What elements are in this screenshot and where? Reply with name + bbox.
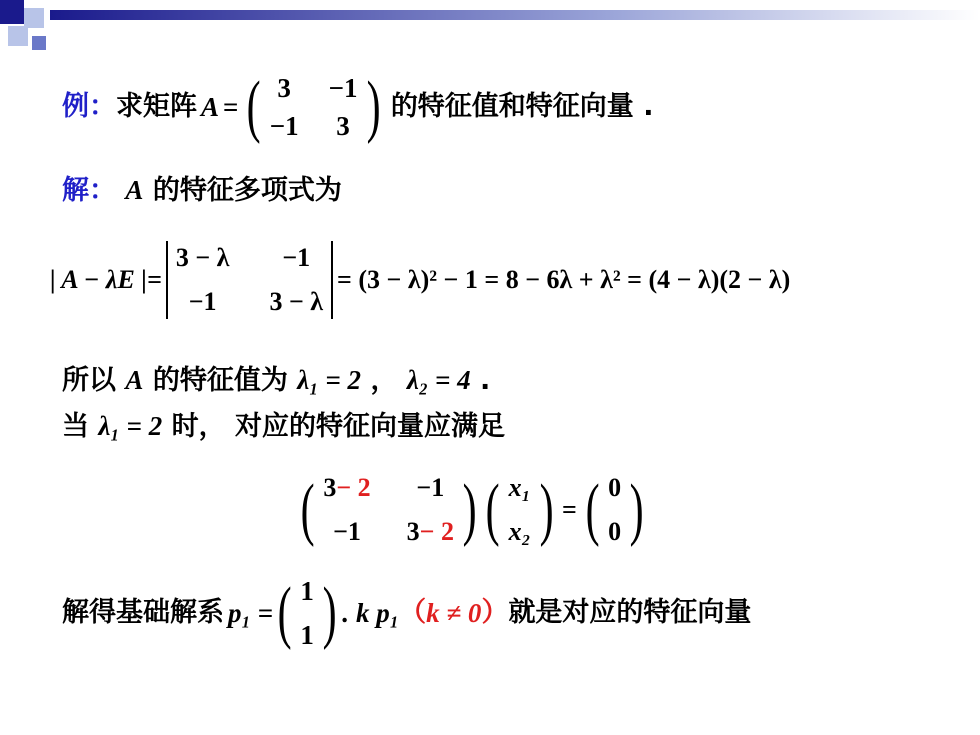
basis-text-1: 解得基础解系 — [62, 597, 224, 628]
separator: ， — [370, 365, 398, 396]
matrix-cell: −1 — [333, 517, 361, 546]
eigenvalues-line — [62, 362, 490, 399]
corner-square-1 — [0, 0, 24, 24]
period: . — [341, 598, 348, 628]
example-label: 例： — [62, 91, 116, 122]
det-cell: −1 — [188, 287, 217, 316]
var-A: A — [201, 92, 220, 122]
corner-square-2 — [24, 8, 44, 28]
right-paren: ) — [322, 574, 337, 651]
lambda-1: λ₁ = 2 — [297, 365, 362, 395]
p1-label: p₁ = — [228, 598, 274, 628]
corner-square-3 — [8, 26, 28, 46]
char-poly-rhs: = (3 − λ)² − 1 = 8 − 6λ + λ² = (4 − λ)(2 − λ) — [337, 265, 791, 294]
determinant — [162, 237, 337, 323]
right-paren: ) — [366, 68, 381, 145]
paren-open: （ — [399, 597, 427, 628]
right-paren: ) — [539, 471, 554, 548]
vector-cell: x₁ — [508, 473, 531, 502]
left-paren: ( — [485, 471, 500, 548]
period: . — [480, 365, 491, 396]
char-poly-lhs: | A − λE |= — [50, 265, 162, 294]
right-paren: ) — [462, 471, 477, 548]
matrix-cell: 3 — [336, 111, 350, 141]
det-bar-right — [331, 241, 333, 319]
matrix-cell: −1 — [416, 473, 445, 502]
example-text-1: 求矩阵 — [116, 91, 197, 122]
equals-sign: = — [561, 495, 577, 524]
solution-label: 解： — [62, 175, 116, 206]
paren-close: ） — [481, 597, 509, 628]
k-p1: k p₁ — [355, 598, 400, 628]
right-paren: ) — [629, 471, 644, 548]
coefficient-matrix — [296, 470, 481, 550]
left-paren: ( — [247, 68, 262, 145]
eigen-text-2: 的特征值为 — [152, 365, 288, 396]
det-cell: 3 − λ — [175, 243, 230, 272]
matrix-cell: −1 — [328, 73, 358, 103]
solution-text: 的特征多项式为 — [152, 175, 342, 206]
matrix-cell: 3− 2 — [406, 517, 454, 546]
left-paren: ( — [277, 574, 292, 651]
title-gradient-bar — [50, 10, 980, 20]
example-text-2: 的特征值和特征向量 . — [390, 91, 654, 122]
det-cell: −1 — [282, 243, 311, 272]
x-vector — [481, 470, 558, 550]
vector-cell: 1 — [300, 576, 314, 606]
var-A: A — [125, 365, 144, 395]
matrix-cell: 3 — [277, 73, 291, 103]
basis-text-2: 就是对应的特征向量 — [508, 597, 752, 628]
vector-cell: 0 — [608, 473, 622, 502]
when-line — [62, 408, 505, 445]
p1-vector — [273, 573, 341, 653]
corner-square-4 — [32, 36, 46, 50]
vector-cell: 1 — [300, 620, 314, 650]
lambda-1: λ₁ = 2 — [98, 411, 163, 441]
matrix-A — [242, 70, 384, 144]
condition: k ≠ 0 — [426, 598, 482, 628]
vector-cell: x₂ — [508, 517, 531, 546]
matrix-cell: 3− 2 — [323, 473, 371, 502]
lambda-2: λ₂ = 4 — [406, 365, 471, 395]
when-text-1: 当 — [62, 411, 89, 442]
det-bar-left — [166, 241, 168, 319]
vector-cell: 0 — [608, 517, 622, 546]
left-paren: ( — [300, 471, 315, 548]
left-paren: ( — [585, 471, 600, 548]
example-line — [62, 62, 653, 152]
when-text-2: 时， 对应的特征向量应满足 — [171, 411, 506, 442]
char-poly-line — [50, 232, 790, 328]
det-cell: 3 − λ — [269, 287, 324, 316]
linear-system — [296, 462, 648, 558]
basis-line — [62, 566, 751, 660]
solution-line — [62, 172, 342, 209]
equals-sign: = — [223, 92, 239, 122]
eigen-text-1: 所以 — [62, 365, 116, 396]
zero-vector — [581, 470, 649, 550]
var-A: A — [125, 175, 144, 205]
matrix-cell: −1 — [269, 111, 299, 141]
